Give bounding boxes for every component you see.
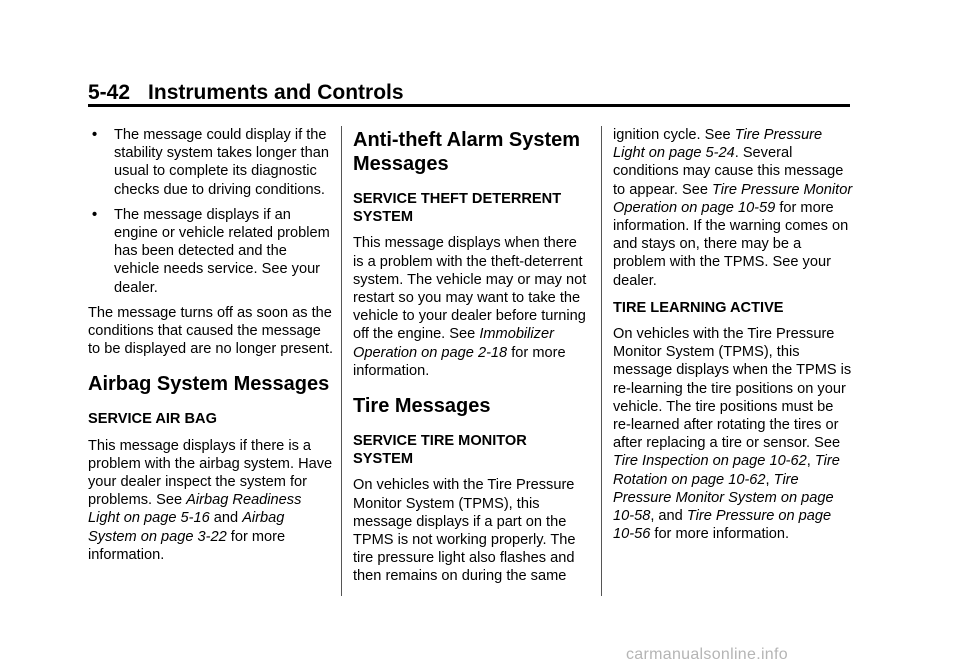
cross-reference-link[interactable]: Airbag System on page 3-22 — [88, 510, 285, 545]
subheading-service-tire-monitor: SERVICE TIRE MONITOR SYSTEM — [353, 433, 527, 468]
body-text: for more information. — [353, 344, 566, 379]
heading-tire-messages: Tire Messages — [353, 395, 491, 418]
body-text: for more information. — [654, 526, 790, 543]
subheading-service-air-bag: SERVICE AIR BAG — [88, 411, 217, 428]
page-header — [88, 80, 850, 106]
cross-reference-link[interactable]: Airbag Readiness Light on page 5-16 — [88, 492, 302, 527]
cross-reference-link[interactable]: Tire Rotation on page 10-62 — [613, 453, 840, 488]
heading-antitheft-messages: Anti-theft Alarm System Messages — [353, 129, 581, 175]
body-text: ignition cycle. See — [613, 127, 731, 143]
body-text: for more information. If the warning comes on and stays on, there may be a problem with the TPMS. See your dealer. — [613, 199, 849, 289]
cross-reference-link[interactable]: Immobilizer Operation on page 2-18 — [353, 326, 554, 361]
body-text: and — [213, 510, 239, 527]
heading-airbag-messages: Airbag System Messages — [88, 373, 330, 396]
column-3 — [613, 126, 853, 552]
cross-reference-link[interactable]: Tire Pressure Monitor System on page 10-58 — [613, 471, 834, 525]
bullet-text: The message displays if an engine or vehicle related problem has been detected and the vehicle needs service. See your dealer. — [114, 206, 330, 296]
cross-reference-link[interactable]: Tire Inspection on page 10-62 — [613, 453, 807, 470]
subheading-tire-learning: TIRE LEARNING ACTIVE — [613, 299, 784, 316]
paragraph-message-off: The message turns off as soon as the conditions that caused the message to be displayed are no longer present. — [88, 304, 334, 358]
body-text: . Several conditions may cause this message to appear. See — [613, 145, 844, 198]
paragraph-tire-monitor-continued — [613, 126, 853, 290]
section-title: Instruments and Controls — [148, 81, 404, 104]
paragraph-tire-monitor: On vehicles with the Tire Pressure Monitor System (TPMS), this message displays if a part on the TPMS is not working properly. The tire pressure light also flashes and then remains on during the same — [353, 477, 576, 585]
watermark: carmanualsonline.info — [626, 646, 788, 663]
bullet-item — [88, 206, 333, 297]
body-text: This message displays if there is a problem with the airbag system. Have your dealer inspect the system for problems. See — [88, 437, 333, 509]
cross-reference-link[interactable]: Tire Pressure on page 10-56 — [613, 508, 832, 543]
page-number: 5-42 — [88, 81, 131, 104]
bullet-item — [88, 126, 333, 199]
bullet-icon: • — [92, 206, 98, 223]
header-rule — [88, 104, 850, 107]
paragraph-theft — [353, 234, 589, 380]
column-2 — [353, 126, 589, 595]
column-1 — [88, 126, 333, 573]
body-text: This message displays when there is a problem with the theft-deterrent system. The vehicle may or may not restart so you may want to take the vehicle to your dealer before turning off the engine. See — [353, 235, 587, 343]
bullet-icon: • — [92, 127, 98, 143]
body-text: , and — [650, 508, 683, 525]
body-text: On vehicles with the Tire Pressure Monitor System (TPMS), this message displays when the TPMS is re-learning the tire positions on your vehicle. The tire positions must be re-learned after rotating the tires or after replacing a tire or sensor. See — [613, 326, 852, 452]
body-text: for more information. — [88, 528, 286, 563]
cross-reference-link[interactable]: Tire Pressure Light on page 5-24 — [613, 127, 823, 162]
subheading-service-theft: SERVICE THEFT DETERRENT SYSTEM — [353, 191, 562, 226]
paragraph-airbag — [88, 437, 333, 564]
cross-reference-link[interactable]: Tire Pressure Monitor Operation on page 10-59 — [613, 181, 853, 216]
column-divider — [601, 126, 602, 596]
column-divider — [341, 126, 342, 596]
paragraph-tire-learning: On vehicles with the Tire Pressure Monitor System (TPMS), this message displays when the TPMS is re-learning the tire positions on your vehicle. The tire positions must be re-learned after rotating the tires or after replacing a tire or sensor. See Tire Inspection on page 10-62, Tire Rotation on page 10-62, Tire Pressure Monitor System on page 10-58, and Tire Pressure on page 10-56 for more information. — [613, 326, 852, 543]
bullet-text: The message could display if the stability system takes longer than usual to complete its diagnostic checks due to driving conditions. — [114, 127, 329, 198]
